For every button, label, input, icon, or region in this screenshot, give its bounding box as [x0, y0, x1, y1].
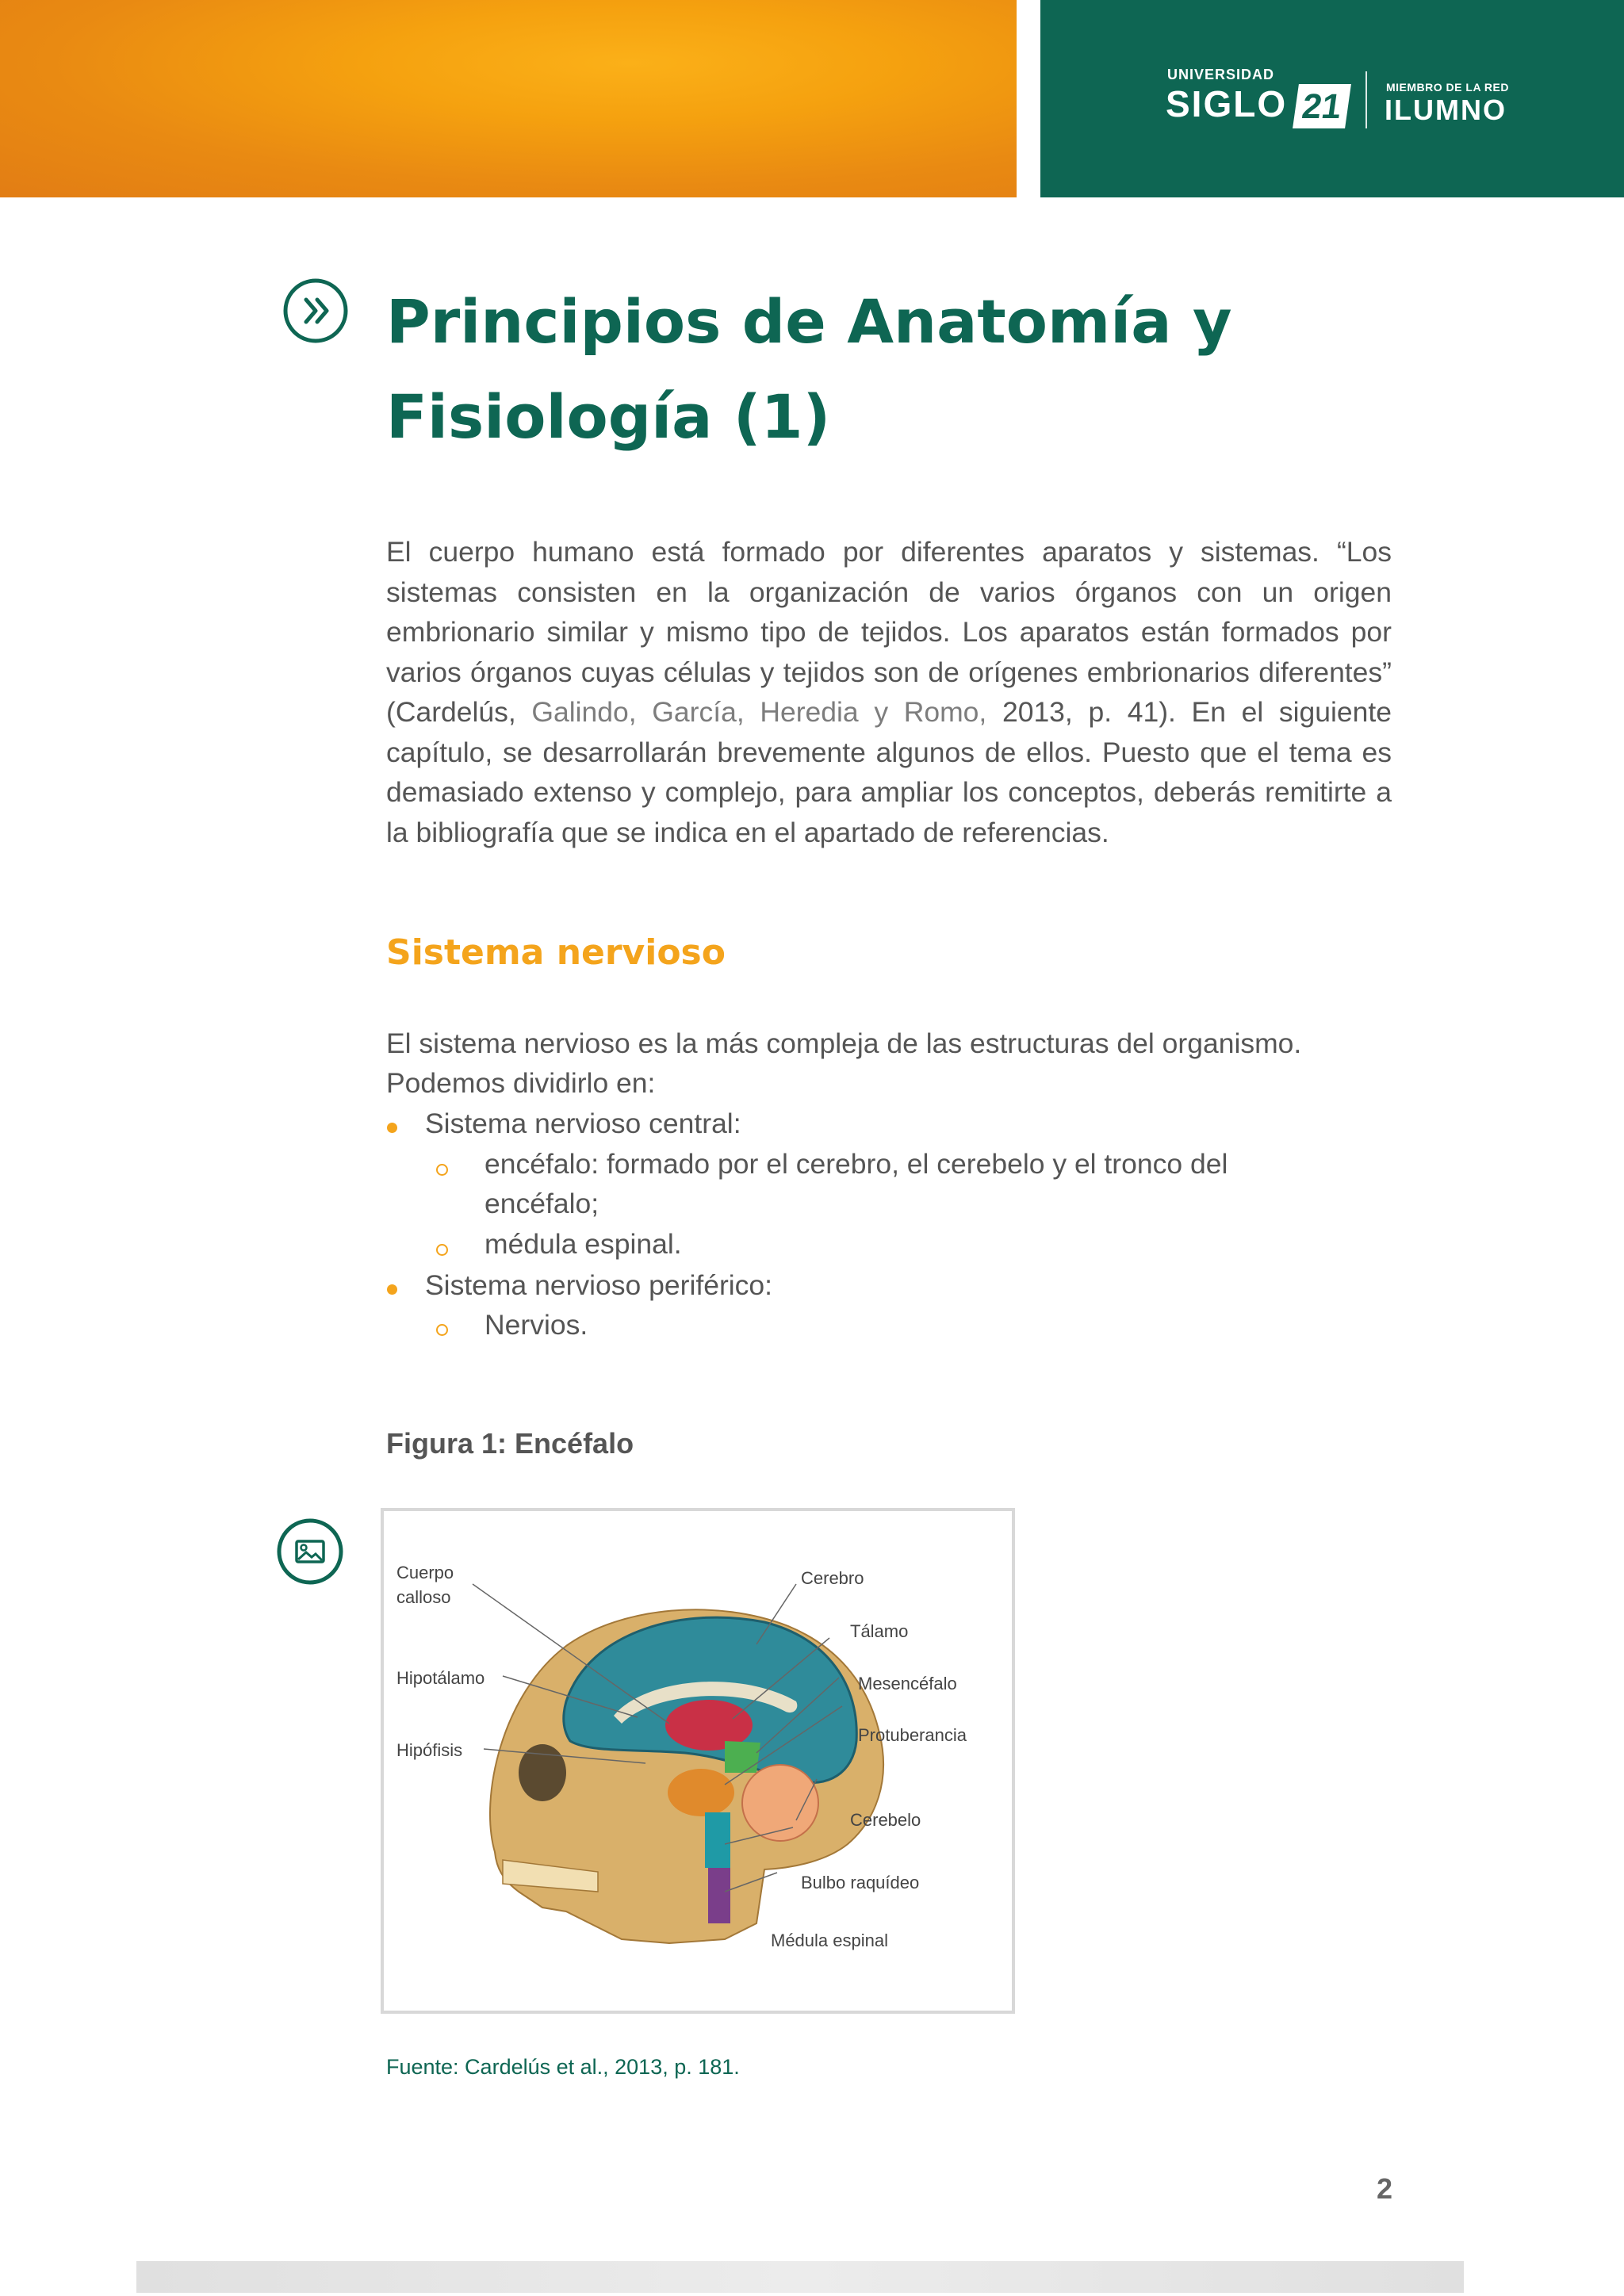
intro-paragraph	[386, 532, 1392, 852]
figure-source: Fuente: Cardelús et al., 2013, p. 181.	[386, 2055, 740, 2079]
sub-bullet-icon	[436, 1164, 448, 1176]
brain-figure	[381, 1508, 1015, 2014]
footer-bar	[136, 2261, 1464, 2293]
medulla-shape	[705, 1812, 730, 1868]
section-intro-line1: El sistema nervioso es la más compleja de las estructuras del organismo.	[386, 1027, 1302, 1059]
image-icon	[276, 1517, 344, 1586]
logo-siglo-text: SIGLO	[1166, 83, 1288, 124]
list-item-encefalo-line2: encéfalo;	[485, 1188, 599, 1219]
logo-member-text: MIEMBRO DE LA RED	[1386, 81, 1509, 94]
bullet-dot-icon	[387, 1123, 397, 1133]
section-intro-line2: Podemos dividirlo en:	[386, 1067, 656, 1099]
sub-bullet-icon	[436, 1244, 448, 1256]
intro-text-1: El cuerpo humano está formado por diferentes aparatos y sistemas. “Los sistemas consisten en la organización de varios órganos con un origen embrionario similar y mismo tipo de tejidos. Los aparatos están formados por varios órganos cuyas células y tejidos son de orígenes embrionarios diferentes” (Cardelús,	[386, 536, 1392, 728]
intro-text-2: 2013, p. 41). En el siguiente capítulo, se desarrollarán brevemente algunos de ellos. Puesto que el tema es demasiado extenso y complejo, para ampliar los conceptos, deberás remitirte a la bibliografía que se indica en el apartado de referencias.	[386, 696, 1392, 848]
label-hipotalamo: Hipotálamo	[396, 1668, 485, 1688]
page-title-line2: Fisiología (1)	[386, 381, 831, 452]
sub-bullet-icon	[436, 1324, 448, 1336]
label-medula: Médula espinal	[771, 1931, 888, 1950]
label-bulbo: Bulbo raquídeo	[801, 1873, 920, 1892]
logo-university-text: UNIVERSIDAD	[1167, 67, 1275, 82]
pons-shape	[668, 1769, 734, 1816]
spinal-cord-shape	[708, 1868, 730, 1923]
label-cerebro: Cerebro	[801, 1568, 864, 1588]
label-cerebelo: Cerebelo	[850, 1810, 921, 1830]
list-item-encefalo-line1: encéfalo: formado por el cerebro, el cerebelo y el tronco del	[485, 1148, 1228, 1180]
page-title	[386, 274, 1338, 465]
section-heading: Sistema nervioso	[386, 932, 726, 973]
intro-citation: Galindo, García, Heredia y Romo,	[531, 696, 987, 728]
brain-diagram	[384, 1511, 1012, 2011]
label-calloso: calloso	[396, 1587, 451, 1607]
list-item-central: Sistema nervioso central:	[425, 1108, 741, 1139]
list-item-medula: médula espinal.	[485, 1228, 682, 1260]
label-cuerpo: Cuerpo	[396, 1563, 454, 1582]
list-item-nervios: Nervios.	[485, 1309, 588, 1341]
label-talamo: Tálamo	[850, 1621, 909, 1641]
double-chevron-icon	[282, 277, 349, 344]
cerebellum-shape	[742, 1765, 818, 1841]
label-hipofisis: Hipófisis	[396, 1740, 463, 1760]
bullet-dot-icon	[387, 1284, 397, 1295]
page-number: 2	[1376, 2172, 1392, 2205]
label-mesencefalo: Mesencéfalo	[858, 1674, 957, 1693]
logo-divider	[1365, 71, 1367, 128]
logo-ilumno-text: ILUMNO	[1385, 94, 1507, 126]
label-protuberancia: Protuberancia	[858, 1725, 967, 1745]
page-title-line1: Principios de Anatomía y	[386, 286, 1232, 357]
header-banner-orange	[0, 0, 1017, 197]
logo-21-badge: 21	[1293, 84, 1351, 128]
midbrain-shape	[725, 1741, 760, 1773]
list-item-periferico: Sistema nervioso periférico:	[425, 1269, 773, 1301]
figure-caption: Figura 1: Encéfalo	[386, 1427, 634, 1460]
